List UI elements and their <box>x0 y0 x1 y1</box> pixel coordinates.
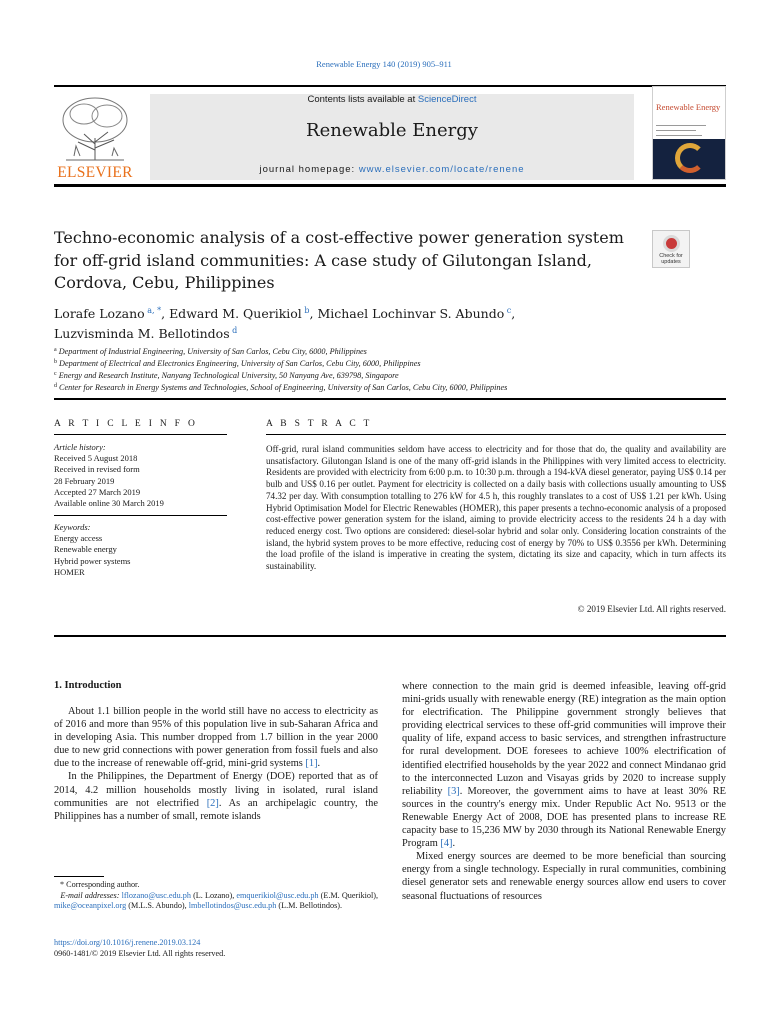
cover-text-line <box>656 125 706 126</box>
history-item: 28 February 2019 <box>54 475 115 486</box>
journal-cover-thumbnail[interactable] <box>652 86 726 180</box>
elsevier-logo[interactable] <box>54 94 136 182</box>
crossmark-icon <box>663 235 680 252</box>
cover-ring-icon <box>675 143 705 173</box>
email-link[interactable]: lmbellotindos@usc.edu.ph <box>188 901 277 911</box>
elsevier-wordmark: ELSEVIER <box>57 164 133 181</box>
journal-citation[interactable]: Renewable Energy 140 (2019) 905–911 <box>316 59 452 69</box>
author-name[interactable]: Lorafe Lozano <box>54 306 145 321</box>
abstract-rule <box>266 434 726 435</box>
elsevier-tree-icon <box>54 94 136 164</box>
abstract-copyright: © 2019 Elsevier Ltd. All rights reserved. <box>577 604 726 614</box>
body-paragraph: Mixed energy sources are deemed to be more beneficial than sourcing energy from a single technology. Especially in rural communities, combining diesel generator sets and renewable energy sources allow end users to cover seasonal fluctuations of resources <box>402 851 726 902</box>
keyword-item: Energy access <box>54 533 103 544</box>
author-affil-marker[interactable]: c <box>506 306 512 315</box>
affiliation-list <box>54 345 674 393</box>
body-column-left <box>54 705 378 823</box>
doi-link[interactable]: https://doi.org/10.1016/j.renene.2019.03.124 <box>54 938 201 947</box>
affiliation-item: $^a$ Department of Industrial Engineering, University of San Carlos, Cebu City, 6000, Philippines <box>54 347 367 356</box>
author-name[interactable]: Michael Lochinvar S. Abundo <box>317 306 505 321</box>
history-item: Accepted 27 March 2019 <box>54 486 141 497</box>
history-item: Available online 30 March 2019 <box>54 498 164 509</box>
author-affil-marker[interactable]: d <box>232 326 238 335</box>
keyword-item: Hybrid power systems <box>54 555 131 566</box>
article-history <box>54 442 229 509</box>
corresponding-author-note: * Corresponding author. <box>60 880 140 889</box>
affiliation-item: $^b$ Department of Electrical and Electronics Engineering, University of San Carlos, Cebu City, 6000, Philippines <box>54 359 421 368</box>
body-top-rule <box>54 635 726 637</box>
article-info-heading: A R T I C L E I N F O <box>54 419 198 429</box>
cover-text-line <box>656 130 696 131</box>
doi-block <box>54 938 225 959</box>
reference-link[interactable]: [2] <box>206 797 219 809</box>
article-history-label: Article history: <box>54 442 106 452</box>
keywords-label: Keywords: <box>54 522 91 532</box>
journal-homepage-link[interactable]: www.elsevier.com/locate/renene <box>358 164 525 175</box>
body-paragraph: In the Philippines, the Department of Energy (DOE) reported that as of 2014, 4.2 million households mostly living in isolated, rural island communities are not electrified [2]. As an archipelagic country, the Philippines has a number of small, remote islands <box>54 771 378 822</box>
info-top-rule <box>54 398 726 400</box>
abstract-text: Off-grid, rural island communities seldom have access to electricity and for those that do, the quality and availability are unsatisfactory. Gilutongan Island is one of the many off-grid islands in the Philippines with very limited access to electricity. Residents are provided with electricity from 6:00 p.m. to 10:30 p.m. through a 194-kVA diesel generator, paying US$ 0.14 per bulb and US$ 0.16 per outlet. Payment for electricity is collected on a daily basis with collections usually amounting to US$ 74.32 per day. With consumption totalling to 276 kW for 4.5 h, this roughly translates to a cost of US$ 1.21 per kWh. Using Hybrid Optimisation Model for Electric Renewables (HOMER), this paper presents a techno-economic analysis of a proposed cost-effective power generation system for the island, aiming to provide electricity access to the residents 24 h a day with reduced energy cost. Two options are considered: diesel-solar hybrid and solar only. Considering location constraints of the island, the hybrid system proves to be more effective, reducing cost of energy by 70% to US$ 0.3556 per kWh. Determining the load profile of the island is imperative in creating the system, dictating its size and capacity, which in turn affects its sustainability. <box>266 444 726 572</box>
sciencedirect-link[interactable]: ScienceDirect <box>417 94 477 105</box>
keyword-item: HOMER <box>54 566 85 577</box>
history-item: Received in revised form <box>54 464 140 475</box>
section-heading-introduction: 1. Introduction <box>54 680 122 691</box>
journal-masthead <box>150 94 634 180</box>
body-column-right <box>402 680 726 903</box>
cover-title: Renewable Energy <box>656 102 721 112</box>
journal-name: Renewable Energy <box>306 120 478 141</box>
cover-text-line <box>656 135 702 136</box>
contents-available-line: Contents lists available at ScienceDirect <box>307 94 477 105</box>
keyword-item: Renewable energy <box>54 544 117 555</box>
masthead-bottom-rule <box>54 184 726 187</box>
abstract-heading: A B S T R A C T <box>266 419 373 429</box>
header-top-rule <box>54 85 726 87</box>
affiliation-item: $^c$ Energy and Research Institute, Nanyang Technological University, 50 Nanyang Ave, 639798, Singapore <box>54 371 399 380</box>
issn-copyright: 0960-1481/© 2019 Elsevier Ltd. All rights reserved. <box>54 948 226 958</box>
check-for-updates-badge[interactable] <box>652 230 690 268</box>
reference-link[interactable]: [3] <box>447 785 460 797</box>
reference-link[interactable]: [1] <box>305 758 318 770</box>
history-item: Received 5 August 2018 <box>54 453 138 464</box>
keywords <box>54 522 229 578</box>
corresponding-author-footnote <box>54 880 378 912</box>
body-paragraph-continued: where connection to the main grid is deemed infeasible, leaving off-grid mini-grids usually with renewable energy (RE) integration as the main option for electrification. The Philippine government strongly believes that providing electrical services to these off-grid communities will improve their quality of life, expand access to basic services, and strengthen infrastructure for rural development. DOE foresees to achieve 100% electrification of identified electrified households by the year 2022 and connect Mindanao grid to the interconnected Luzon and Visayas grids by 2020 to increase supply reliability [3]. Moreover, the government aims to have at least 30% RE sources in the country's energy mix. Under Republic Act No. 9513 or the Renewable Energy Act of 2008, DOE has presented plans to increase RE capacity base to 15,236 MW by 2030 through its National Renewable Energy Program [4]. <box>402 681 727 850</box>
article-info-rule <box>54 434 227 435</box>
email-link[interactable]: emquerikiol@usc.edu.ph <box>236 890 319 900</box>
author-name[interactable]: Edward M. Querikiol <box>169 306 302 321</box>
keywords-rule <box>54 515 227 516</box>
article-title: Techno-economic analysis of a cost-effective power generation system for off-grid island communities: A case study of Gilutongan Island, Cordova, Cebu, Philippines <box>54 228 624 292</box>
journal-homepage-line: journal homepage: www.elsevier.com/locate/renene <box>259 164 525 175</box>
author-name[interactable]: Luzvisminda M. Bellotindos <box>54 326 230 341</box>
author-affil-marker[interactable]: b <box>304 306 310 315</box>
affiliation-item: $^d$ Center for Research in Energy Systems and Technologies, School of Engineering, University of San Carlos, Cebu City, 6000, Philippines <box>54 383 508 392</box>
footnote-rule <box>54 876 104 877</box>
email-addresses: E-mail addresses: lflozano@usc.edu.ph (L. Lozano), emquerikiol@usc.edu.ph (E.M. Querikiol), mike@oceanpixel.org (M.L.S. Abundo), lmbellotindos@usc.edu.ph (L.M. Bellotindos). <box>54 890 378 911</box>
author-list: Lorafe Lozano $^{a, *}$, Edward M. Querikiol $^b$, Michael Lochinvar S. Abundo $^c$, Luzvisminda M. Bellotindos $^d$ <box>54 306 516 341</box>
email-link[interactable]: lflozano@usc.edu.ph <box>121 890 191 900</box>
email-link[interactable]: mike@oceanpixel.org <box>54 901 127 911</box>
body-paragraph: About 1.1 billion people in the world still have no access to electricity as of 2016 and more than 95% of this population live in sub-Saharan Africa and in developing Asia. This number dropped from 1.7 billion in the year 2000 due to new grid connections with power generation from fossil fuels and also due to the increase of renewable off-grid, mini-grid systems [1]. <box>54 706 378 770</box>
author-affil-marker[interactable]: a, * <box>147 306 162 315</box>
reference-link[interactable]: [4] <box>440 838 453 850</box>
cover-artwork <box>653 139 726 179</box>
check-for-updates-label: Check for updates <box>659 253 683 265</box>
